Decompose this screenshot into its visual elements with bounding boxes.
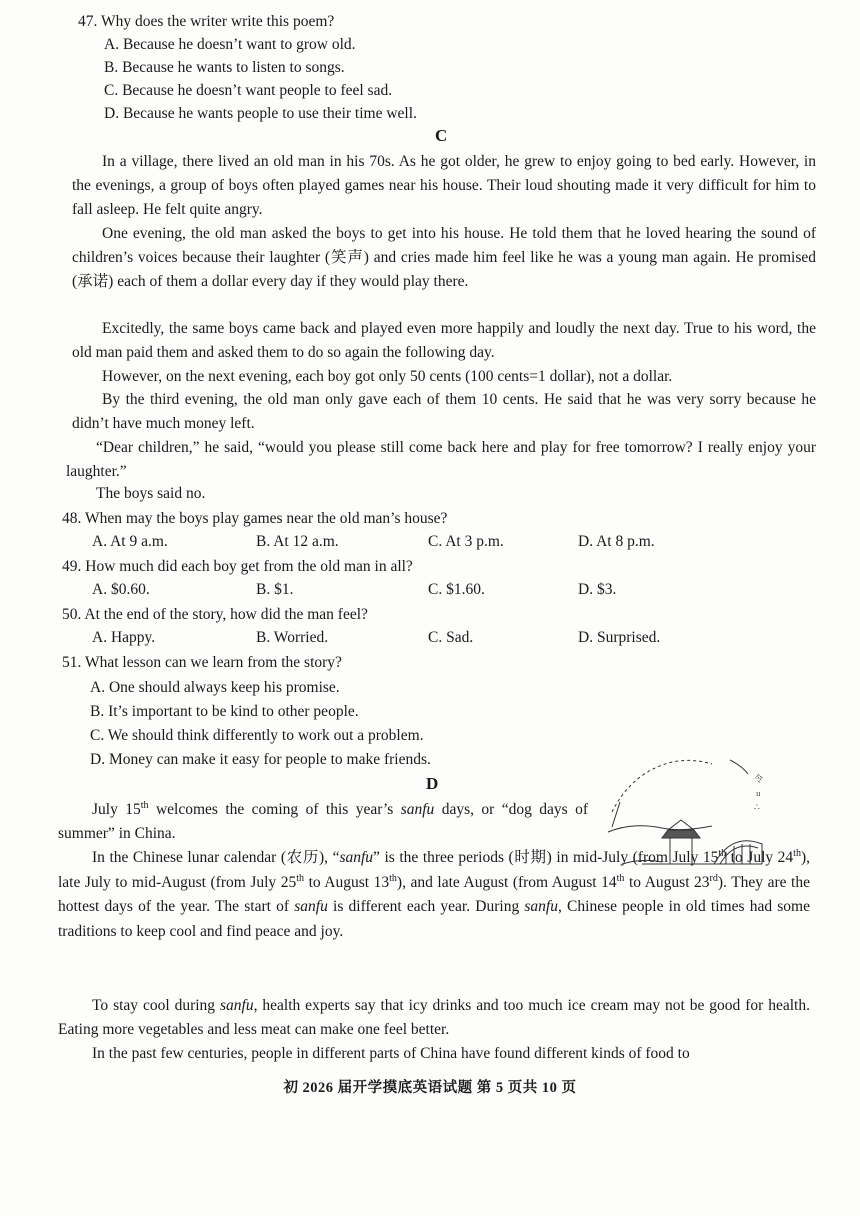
- d-paragraph-4: In the past few centuries, people in different parts of China have found different kinds of food to: [92, 1045, 690, 1062]
- q49-options: [92, 580, 812, 600]
- q47-option-d: D. Because he wants people to use their time well.: [104, 105, 417, 122]
- c-paragraph-1: In a village, there lived an old man in his 70s. As he got older, he grew to enjoy going to bed early. However, in the evenings, a group of boys often played games near his house. Their loud shouting made it very difficult for him to fall asleep. He felt quite angry.: [72, 153, 816, 218]
- q49-option-d: D. $3.: [578, 581, 617, 598]
- pavilion-bridge-illustration: [602, 752, 774, 884]
- q47-option-b: B. Because he wants to listen to songs.: [104, 59, 345, 76]
- q50-option-c: C. Sad.: [428, 629, 474, 646]
- q48-option-a: A. At 9 a.m.: [92, 533, 168, 550]
- q50-option-b: B. Worried.: [256, 629, 329, 646]
- q51-option-d: D. Money can make it easy for people to make friends.: [90, 751, 431, 768]
- q48-options: [92, 532, 812, 552]
- c-paragraph-4: However, on the next evening, each boy got only 50 cents (100 cents=1 dollar), not a dollar.: [102, 368, 673, 385]
- question-50: 50. At the end of the story, how did the man feel?: [62, 606, 368, 623]
- q49-option-b: B. $1.: [256, 581, 294, 598]
- q48-option-b: B. At 12 a.m.: [256, 533, 339, 550]
- c-paragraph-7: The boys said no.: [96, 485, 206, 502]
- q51-option-a: A. One should always keep his promise.: [90, 679, 340, 696]
- svg-text:令: 令: [754, 774, 764, 784]
- question-49: 49. How much did each boy get from the old man in all?: [62, 558, 413, 575]
- c-paragraph-2: One evening, the old man asked the boys to get into his house. He told them that he loved hearing the sound of children’s voices because their laughter (笑声) and cries made him feel like he was a young man again. He promised (承诺) each of them a dollar every day if they would play there.: [72, 225, 816, 290]
- d-paragraph-3: To stay cool during sanfu, health experts say that icy drinks and too much ice cream may not be good for health. Eating more vegetables and less meat can make one feel better.: [58, 997, 810, 1038]
- q49-option-a: A. $0.60.: [92, 581, 150, 598]
- q47-option-a: A. Because he doesn’t want to grow old.: [104, 36, 356, 53]
- question-47: 47. Why does the writer write this poem?: [78, 13, 335, 30]
- q51-option-c: C. We should think differently to work out a problem.: [90, 727, 424, 744]
- q47-option-c: C. Because he doesn’t want people to feel sad.: [104, 82, 393, 99]
- c-paragraph-5: By the third evening, the old man only gave each of them 10 cents. He said that he was very sorry because he didn’t have much money left.: [72, 391, 816, 432]
- q51-option-b: B. It’s important to be kind to other people.: [90, 703, 359, 720]
- svg-text:ıı: ıı: [756, 789, 761, 798]
- q49-option-c: C. $1.60.: [428, 581, 485, 598]
- d-paragraph-1: July 15th welcomes the coming of this year’s sanfu days, or “dog days of summer” in China.: [58, 799, 588, 842]
- q48-option-c: C. At 3 p.m.: [428, 533, 504, 550]
- section-d-heading: D: [426, 774, 439, 793]
- svg-text:∴: ∴: [754, 802, 760, 812]
- d-paragraph-2: In the Chinese lunar calendar (农历), “sanfu” is the three periods (时期) in mid-July (from July 15th to July 24th), late July to mid-August (from July 25th to August 13th), and late August (from August 14th to August 23rd). They are the hottest days of the year. The start of sanfu is different each year. During sanfu, Chinese people in old times had some traditions to keep cool and find peace and joy.: [58, 847, 810, 940]
- question-51: 51. What lesson can we learn from the story?: [62, 654, 342, 671]
- c-paragraph-3: Excitedly, the same boys came back and played even more happily and loudly the next day. True to his word, the old man paid them and asked them to do so again the following day.: [72, 320, 816, 361]
- c-paragraph-6: “Dear children,” he said, “would you please still come back here and play for free tomorrow? I really enjoy your laughter.”: [66, 439, 816, 480]
- q50-option-d: D. Surprised.: [578, 629, 661, 646]
- q50-options: [92, 628, 812, 648]
- q48-option-d: D. At 8 p.m.: [578, 533, 655, 550]
- section-c-heading: C: [435, 126, 448, 145]
- q50-option-a: A. Happy.: [92, 629, 156, 646]
- question-48: 48. When may the boys play games near the old man’s house?: [62, 510, 448, 527]
- page-footer: 初 2026 届开学摸底英语试题 第 5 页共 10 页: [283, 1080, 577, 1096]
